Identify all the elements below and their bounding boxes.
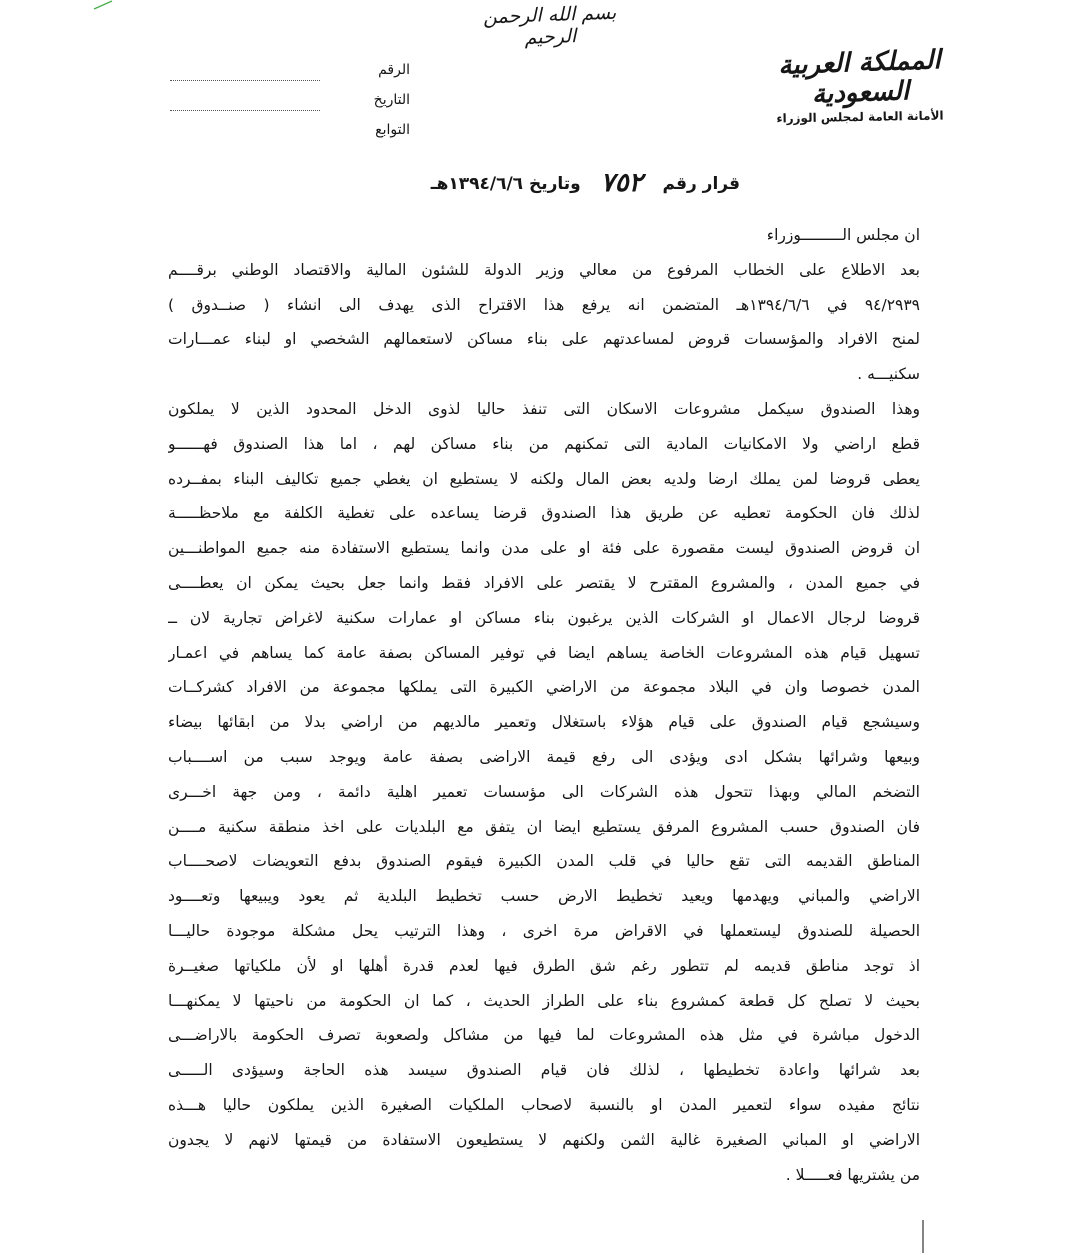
body-line: ان قروض الصندوق ليست مقصورة على فئة او على مدن وانما يستطيع الاستفادة منه جميع المواطنـــين — [168, 539, 920, 558]
body-line: وسيشجع قيام الصندوق على قيام هؤلاء باستغلال وتعمير مالديهم من اراضي بدلا من ابقائها بيضاء — [168, 713, 920, 732]
date-label: التاريخ — [373, 92, 410, 108]
body-line: قطع اراضي ولا الامكانيات المادية التى تمكنهم من بناء مساكن لهم ، اما هذا الصندوق فهــــــو — [168, 434, 920, 453]
body-line: من يشتريها فعـــــلا . — [785, 1165, 920, 1184]
number-label: الرقم — [378, 62, 410, 78]
body-line: بعد الاطلاع على الخطاب المرفوع من معالي وزير الدولة للشئون المالية والاقتصاد الوطني برقــــم — [168, 260, 920, 279]
decision-body — [168, 218, 920, 1192]
date-line — [170, 110, 320, 111]
letterhead-country: المملكة العربية السعودية — [777, 45, 942, 110]
attachments-field — [170, 122, 410, 152]
body-line: وبيعها وشرائها بشكل ادى ويؤدى الى رفع قيمة الاراضى بصفة عامة ويوجد سبب من اســــباب — [168, 747, 920, 766]
body-line: فان الصندوق حسب المشروع المرفق يستطيع ايضا ان يتفق مع البلديات على اخذ منطقة سكنية مــــن — [168, 817, 920, 836]
decision-number: ٧٥٢ — [600, 168, 643, 198]
body-line: ان مجلس الـــــــــوزراء — [766, 226, 920, 244]
reference-fields — [170, 62, 410, 152]
body-line: في جميع المدن ، والمشروع المقترح لا يقتصر على الافراد فقط وانما جعل بحيث يمكن ان يعطــــى — [168, 573, 920, 592]
decision-date: وتاريخ ١٣٩٤/٦/٦هـ — [430, 174, 581, 194]
body-line: سكنيـــه . — [857, 365, 920, 384]
body-line: لمنح الافراد والمؤسسات قروض لمساعدتهم على بناء مساكن لاستعمالهم الشخصي او لبناء عمـــارات — [168, 330, 920, 349]
body-line: المناطق القديمه التى تقع حاليا في قلب المدن الكبيرة فيقوم الصندوق بدفع التعويضات لاصحــــاب — [168, 852, 920, 871]
number-field — [170, 62, 410, 92]
number-line — [170, 80, 320, 81]
body-line: الاراضي والمباني ويهدمها ويعيد تخطيط الارض حسب تخطيط البلدية ثم يعود ويبيعها وتعــــود — [168, 887, 920, 906]
letterhead — [760, 45, 960, 126]
body-line: ٩٤/٢٩٣٩ في ١٣٩٤/٦/٦هـ المتضمن انه يرفع هذا الاقتراح الذى يهدف الى انشاء ( صنــدوق ) — [168, 295, 920, 314]
body-line: نتائج مفيده سواء لتعمير المدن او بالنسبة لاصحاب الملكيات الصغيرة الذين يملكون حاليا هـــذه — [168, 1095, 920, 1114]
green-corner-mark — [92, 0, 114, 10]
body-line: يعطى قروضا لمن يملك ارضا ولديه بعض المال ولكنه لا يستطيع ان يغطي جميع تكاليف البناء بمفــرده — [168, 469, 920, 488]
body-line: الاراضي او المباني الصغيرة غالية الثمن ولكنهم لا يستطيعون الاستفادة من قيمتها لانهم لا يجدون — [168, 1130, 920, 1149]
decision-label: قرار رقم — [662, 174, 740, 194]
body-line: لذلك فان الحكومة تعطيه عن طريق هذا الصندوق قرضا يساعده على تغطية الكلفة مع ملاحظـــــة — [168, 504, 920, 523]
body-line: بعد شرائها واعادة تخطيطها ، لذلك فان قيام الصندوق سيسد هذه الحاجة وسيؤدى الـــــى — [168, 1061, 920, 1080]
body-line: تسهيل قيام هذه المشروعات الخاصة يساهم ايضا في توفير المساكن بصفة عامة كما يساهم في اعمـار — [168, 643, 920, 662]
letterhead-subtitle: الأمانة العامة لمجلس الوزراء — [776, 108, 944, 126]
body-line: وهذا الصندوق سيكمل مشروعات الاسكان التى تنفذ حاليا لذوى الدخل المحدود الذين لا يملكون — [168, 399, 920, 418]
body-line: الحصيلة للصندوق ليستعملها في الاقراض مرة اخرى ، وهذا الترتيب يحل مشكلة موجودة حاليـــا — [168, 921, 920, 940]
body-line: اذ توجد مناطق قديمه لم تتطور رغم شق الطرق فيها لعدم قدرة أهلها او لأن ملكياتها صغيــرة — [168, 956, 920, 975]
basmala-header: بسم الله الرحمن الرحيم — [482, 1, 617, 49]
margin-mark — [918, 1218, 928, 1255]
body-line: المدن خصوصا وان في البلاد مجموعة من الاراضي الكبيرة التى يملكها مجموعة من الافراد كشركــات — [168, 678, 920, 697]
body-line: التضخم المالي وبهذا تتحول هذه الشركات الى مؤسسات تعمير اهلية دائمة ، ومن جهة اخـــرى — [168, 782, 920, 801]
body-line: الدخول مباشرة في مثل هذه المشروعات لما فيها من مشاكل ولصعوبة تصرف الحكومة بالاراضـــى — [168, 1026, 920, 1045]
date-field — [170, 92, 410, 122]
body-line: بحيث لا تصلح كل قطعة كمشروع بناء على الطراز الحديث ، كما ان الحكومة من ناحيتها لا يمكنهـــا — [168, 991, 920, 1010]
attachments-label: التوابع — [375, 122, 410, 138]
body-line: قروضا لرجال الاعمال او الشركات الذين يرغبون بناء مساكن او عمارات سكنية لاغراض تجارية لان ــ — [168, 608, 920, 627]
decision-heading — [360, 168, 740, 198]
